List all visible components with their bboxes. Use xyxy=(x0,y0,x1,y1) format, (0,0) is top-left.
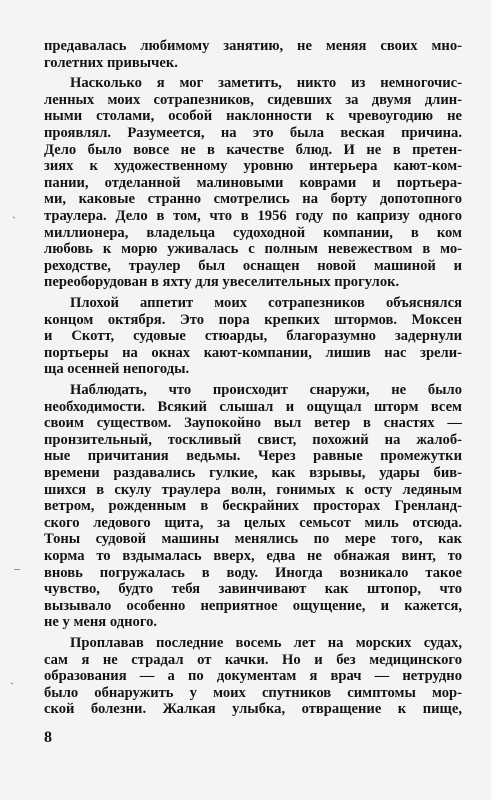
text-line: любовь к морю уживалась с полным невежеством в мо- xyxy=(44,241,462,258)
text-line: шихся в скулу траулера волн, гонимых к осту ледяным xyxy=(44,481,462,498)
text-line: переоборудован в яхту для увеселительных прогулок. xyxy=(44,274,400,291)
text-line: ской болезни. Жалкая улыбка, отвращение к пище, xyxy=(44,701,462,718)
text-line: ленных моих сотрапезников, сидевших за двумя длин- xyxy=(44,91,462,108)
text-line: миллионера, владельца судоходной компании, в ком xyxy=(44,224,462,241)
text-line: голетних привычек. xyxy=(44,54,178,71)
text-line: Проплавав последние восемь лет на морских судах, xyxy=(70,635,462,651)
text-line: времени раздавались гулкие, как взрывы, удары бив- xyxy=(44,465,462,481)
text-line: необходимости. Всякий слышал и ощущал шторм всем xyxy=(44,398,462,415)
text-line: вызывало особенно неприятное ощущение, и кажется, xyxy=(44,597,462,614)
text-line: было обнаружить у моих спутников симптомы мор- xyxy=(44,684,462,701)
text-line: Тоны судовой машины менялись по мере того, как xyxy=(44,531,462,548)
text-line: сам я не страдал от качки. Но и без медицинского xyxy=(44,651,462,668)
text-line: Наблюдать, что происходит снаружи, не было xyxy=(70,382,462,398)
text-line: Дело было вовсе не в качестве блюд. И не в претен- xyxy=(44,141,462,158)
text-line: корма то вздымалась вверх, едва не обнажая винт, то xyxy=(44,548,462,564)
text-line: ща осенней непогоды. xyxy=(44,361,190,378)
text-line: ми, каковые странно смотрелись на борту допотопного xyxy=(44,191,462,208)
text-line: пании, отделанной малиновыми коврами и портьера- xyxy=(44,174,462,191)
text-line: концом октября. Это пора крепких штормов. Моксен xyxy=(44,311,462,328)
scan-speck: ˏ xyxy=(10,671,14,685)
text-line: Плохой аппетит моих сотрапезников объяснялся xyxy=(70,295,462,311)
text-line: чувство, будто тебя завинчивают как штопор, что xyxy=(44,581,462,598)
scan-speck: ˏ xyxy=(12,205,16,219)
text-line: не у меня одного. xyxy=(44,614,158,631)
text-line: предавалась любимому занятию, не меняя своих мно- xyxy=(44,38,462,54)
text-line: пронзительный, тоскливый свист, похожий на жалоб- xyxy=(44,431,462,448)
text-line: ными столами, особой наклонности к чревоугодию не xyxy=(44,108,462,125)
text-line: Насколько я мог заметить, никто из немногочис- xyxy=(70,75,462,92)
text-line: ветром, рожденным в бескрайних просторах Гренланд- xyxy=(44,498,462,515)
scan-speck: ‒ xyxy=(14,561,20,575)
text-line: траулера. Дело в том, что в 1956 году по капризу одного xyxy=(44,208,462,224)
text-line: вновь погружалась в воду. Иногда возникало такое xyxy=(44,564,462,581)
text-line: проявлял. Разумеется, на это была веская причина. xyxy=(44,125,462,141)
text-line: своим существом. Заупокойно выл ветер в снастях — xyxy=(44,415,462,432)
text-line: и Скотт, судовые стюарды, благоразумно задернули xyxy=(44,328,462,345)
text-line: реходстве, траулер был оснащен новой машиной и xyxy=(44,257,462,274)
text-line: зиях к художественному уровню интерьера кают-ком- xyxy=(44,158,462,175)
page-number: 8 xyxy=(44,729,52,746)
text-line: портьеры на окнах кают-компании, лишив нас зрели- xyxy=(44,344,462,361)
text-line: образования — а по документам я врач — нетрудно xyxy=(44,668,462,685)
text-line: ского ледового щита, за целых семьсот миль отсюда. xyxy=(44,514,462,531)
text-line: ные причитания ведьмы. Через равные промежутки xyxy=(44,448,462,465)
